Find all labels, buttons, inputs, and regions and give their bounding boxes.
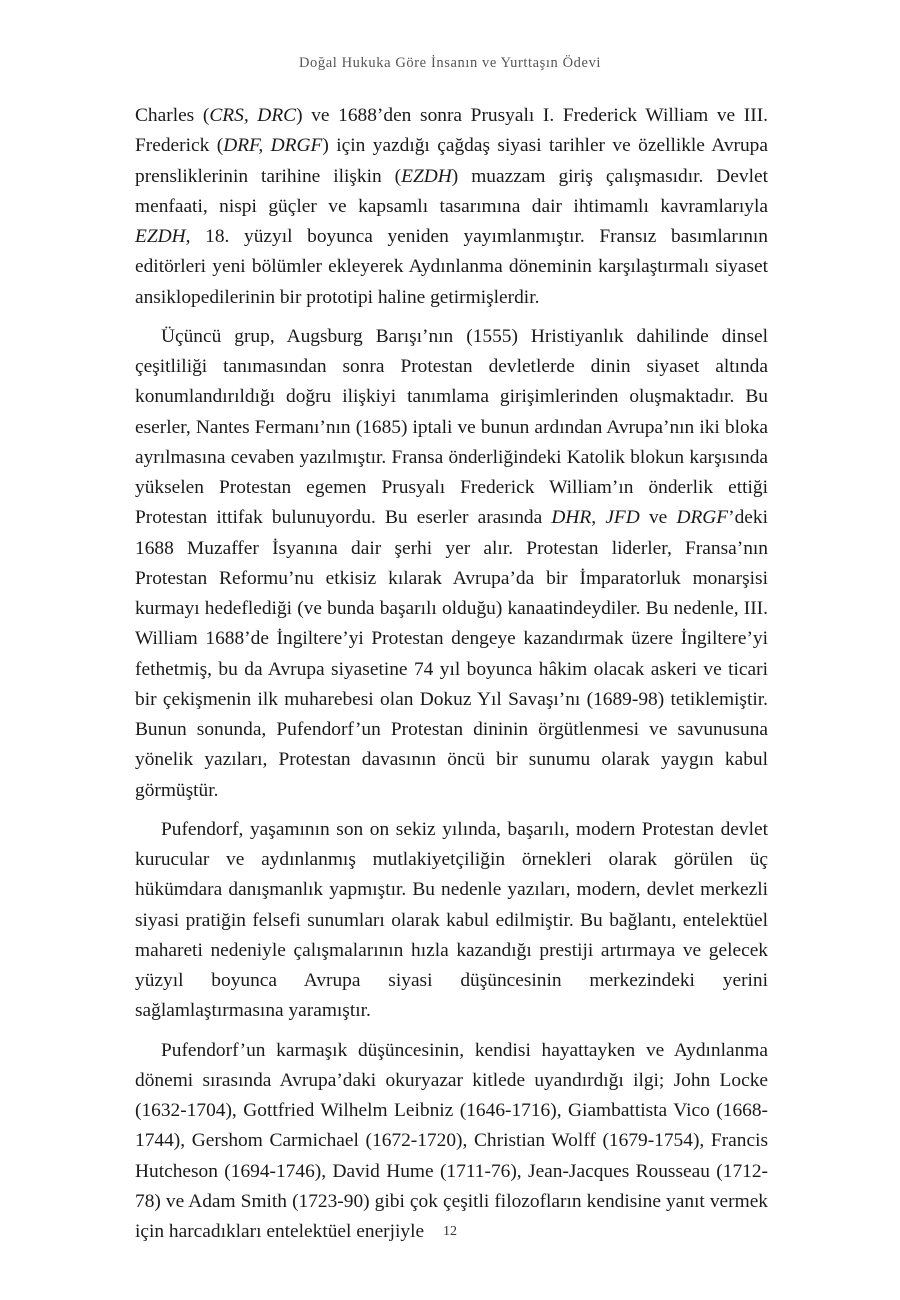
italic-abbreviation: CRS, DRC [209, 105, 297, 126]
running-header: Doğal Hukuka Göre İnsanın ve Yurttaşın Ödevi [298, 55, 602, 71]
text-run: ’deki 1688 Muzaffer İsyanına dair şerhi yer alır. Protestan liderler, Fransa’nın Protestan Reformu’nu etkisiz kılarak Avrupa’da bir İmparatorluk monarşisi kurmayı hedeflediği (ve bunda başarılı olduğu) kanaatindeydiler. Bu nedenle, III. William 1688’de İngiltere’yi Protestan dengeye kazandırmak üzere İngiltere’yi fethetmiş, bu da Avrupa siyasetine 74 yıl boyunca hâkim olacak askeri ve ticari bir çekişmenin ilk muharebesi olan Dokuz Yıl Savaşı’nı (1689-98) tetiklemiştir. Bunun sonunda, Pufendorf’un Protestan dininin örgütlenmesi ve savunusuna yönelik yazıları, Protestan davasının öncü bir sunumu olarak yaygın kabul görmüştür. [135, 507, 768, 801]
paragraph-3 [135, 815, 768, 1027]
italic-abbreviation: DHR [551, 507, 592, 529]
body-text [135, 101, 768, 1256]
text-run: Pufendorf, yaşamının son on sekiz yılında, başarılı, modern Protestan devlet kurucular ve aydınlanmış mutlakiyetçiliğin örnekleri olarak görülen üç hükümdara danışmanlık yapmıştır. Bu nedenle yazıları, modern, devlet merkezli siyasi pratiğin felsefi sunumları olarak kabul edilmiştir. Bu bağlantı, entelektüel mahareti nedeniyle çalışmalarının hızla kazandığı prestiji artırmaya ve gelecek yüzyıl boyunca Avrupa siyasi düşüncesinin merkezindeki yerini sağlamlaştırmasına yaramıştır. [135, 818, 768, 1022]
text-run: Charles ( [135, 105, 210, 126]
text-run: ve [639, 507, 677, 529]
text-run: , [591, 507, 606, 529]
italic-abbreviation: JFD [605, 507, 640, 529]
italic-abbreviation: DRGF [676, 507, 729, 529]
text-run: Üçüncü grup, Augsburg Barışı’nın (1555) Hristiyanlık dahilinde dinsel çeşitliliği tanımasından sonra Protestan devletlerde dinin siyaset altında konumlandırıldığı doğru ilişkiyi tanımlama girişimlerinden oluşmaktadır. Bu eserler, Nantes Fermanı’nın (1685) iptali ve bunun ardından Avrupa’nın iki bloka ayrılmasına cevaben yazılmıştır. Fransa önderliğindeki Katolik blokun karşısında yükselen Protestan egemen Prusyalı Frederick William’ın önderlik ettiği Protestan ittifak bulunuyordu. Bu eserler arasında [135, 325, 768, 529]
text-run: ) için yazdığı çağdaş siyasi tarihler ve özellikle Avrupa prensliklerinin tarihine ilişkin ( [135, 135, 768, 187]
paragraph-4 [135, 1036, 768, 1248]
text-run: ) ve 1688’den sonra Prusyalı I. Frederick William ve III. Frederick ( [135, 105, 768, 157]
italic-abbreviation: EZDH [401, 165, 452, 187]
text-run: Pufendorf’un karmaşık düşüncesinin, kendisi hayattayken ve Aydınlanma dönemi sırasında Avrupa’daki okuryazar kitlede uyandırdığı ilgi; John Locke (1632-1704), Gottfried Wilhelm Leibniz (1646-1716), Giambattista Vico (1668-1744), Gershom Carmichael (1672-1720), Christian Wolff (1679-1754), Francis Hutcheson (1694-1746), David Hume (1711-76), Jean-Jacques Rousseau (1712-78) ve Adam Smith (1723-90) gibi çok çeşitli filozofların kendisine yanıt vermek için harcadıkları entelektüel enerjiyle [135, 1039, 768, 1242]
text-run: , 18. yüzyıl boyunca yeniden yayımlanmıştır. Fransız basımlarının editörleri yeni bölümler ekleyerek Aydınlanma döneminin karşılaştırmalı siyaset ansiklopedilerinin bir prototipi haline getirmişlerdir. [135, 226, 768, 308]
italic-abbreviation: DRF, DRGF [223, 135, 323, 157]
paragraph-2 [135, 322, 768, 806]
italic-abbreviation: EZDH [135, 226, 186, 247]
page-number: 12 [443, 1224, 457, 1239]
text-run: ) muazzam giriş çalışmasıdır. Devlet menfaati, nispi güçler ve kapsamlı tasarımına dair ihtimamlı kavramlarıyla [135, 165, 768, 217]
paragraph-1 [135, 101, 768, 313]
